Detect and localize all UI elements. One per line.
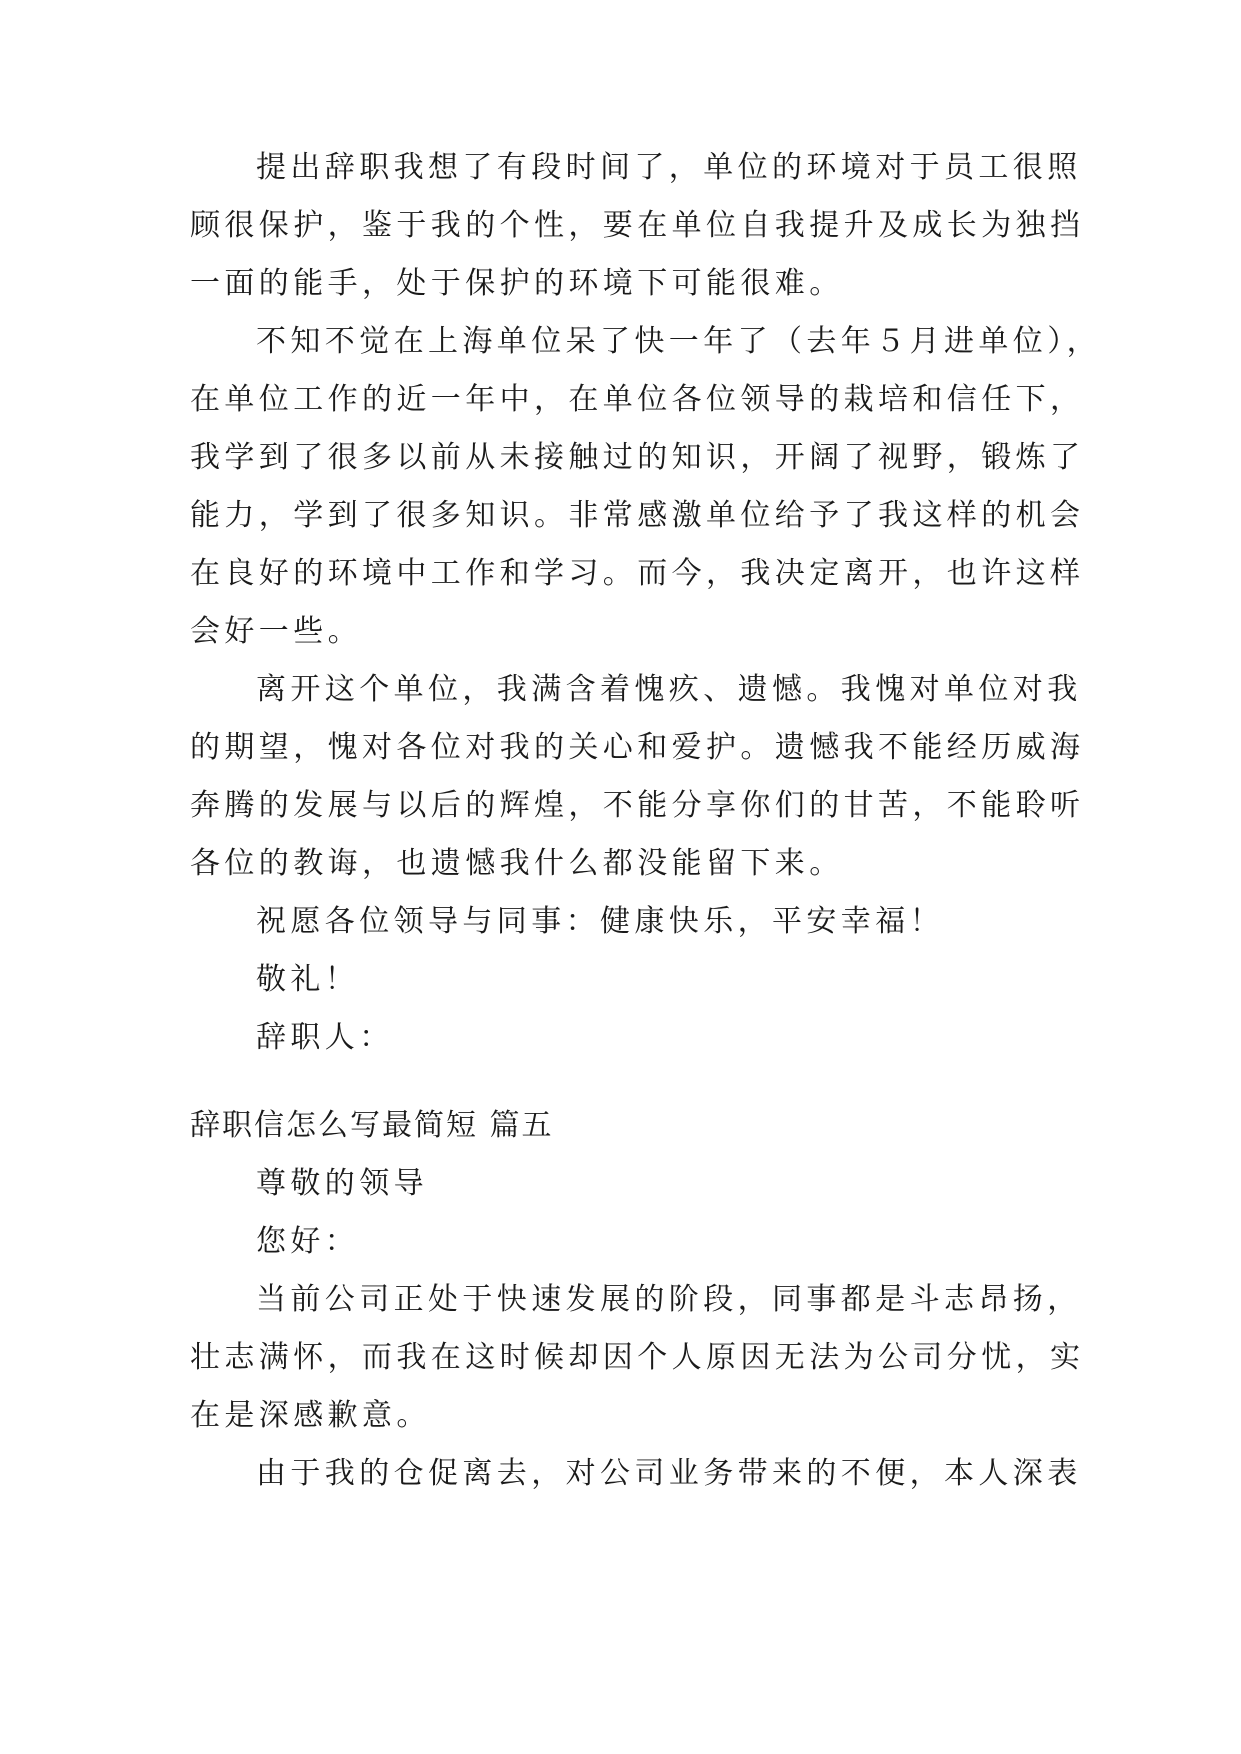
paragraph-line: 由于我的仓促离去，对公司业务带来的不便，本人深表 <box>256 1456 1082 1491</box>
paragraph-line: 提出辞职我想了有段时间了，单位的环境对于员工很照 <box>256 150 1082 185</box>
paragraph-line: 在良好的环境中工作和学习。而今，我决定离开，也许这样 <box>190 556 1085 591</box>
letter-greeting: 尊敬的领导 <box>256 1166 428 1201</box>
paragraph-line: 在单位工作的近一年中，在单位各位领导的栽培和信任下， <box>190 382 1085 417</box>
signature-label: 辞职人： <box>256 1020 394 1055</box>
paragraph-line: 不知不觉在上海单位呆了快一年了（去年５月进单位）， <box>256 324 1101 359</box>
paragraph-line: 在是深感歉意。 <box>190 1398 431 1433</box>
paragraph-line: 壮志满怀，而我在这时候却因个人原因无法为公司分忧，实 <box>190 1340 1085 1375</box>
section-heading: 辞职信怎么写最简短 篇五 <box>190 1108 554 1143</box>
paragraph-line: 会好一些。 <box>190 614 362 649</box>
paragraph-line: 各位的教诲，也遗憾我什么都没能留下来。 <box>190 846 844 881</box>
paragraph-line: 当前公司正处于快速发展的阶段，同事都是斗志昂扬， <box>256 1282 1082 1317</box>
paragraph-line: 一面的能手，处于保护的环境下可能很难。 <box>190 266 844 301</box>
paragraph-line: 奔腾的发展与以后的辉煌，不能分享你们的甘苦，不能聆听 <box>190 788 1085 823</box>
letter-greeting-hello: 您好： <box>256 1224 360 1259</box>
paragraph-line: 的期望，愧对各位对我的关心和爱护。遗憾我不能经历威海 <box>190 730 1085 765</box>
closing-wishes: 祝愿各位领导与同事：健康快乐，平安幸福！ <box>256 904 944 939</box>
salutation-closing: 敬礼！ <box>256 962 360 997</box>
paragraph-line: 能力，学到了很多知识。非常感激单位给予了我这样的机会 <box>190 498 1085 533</box>
paragraph-line: 我学到了很多以前从未接触过的知识，开阔了视野，锻炼了 <box>190 440 1085 475</box>
paragraph-line: 离开这个单位，我满含着愧疚、遗憾。我愧对单位对我 <box>256 672 1082 707</box>
paragraph-line: 顾很保护，鉴于我的个性，要在单位自我提升及成长为独挡 <box>190 208 1085 243</box>
